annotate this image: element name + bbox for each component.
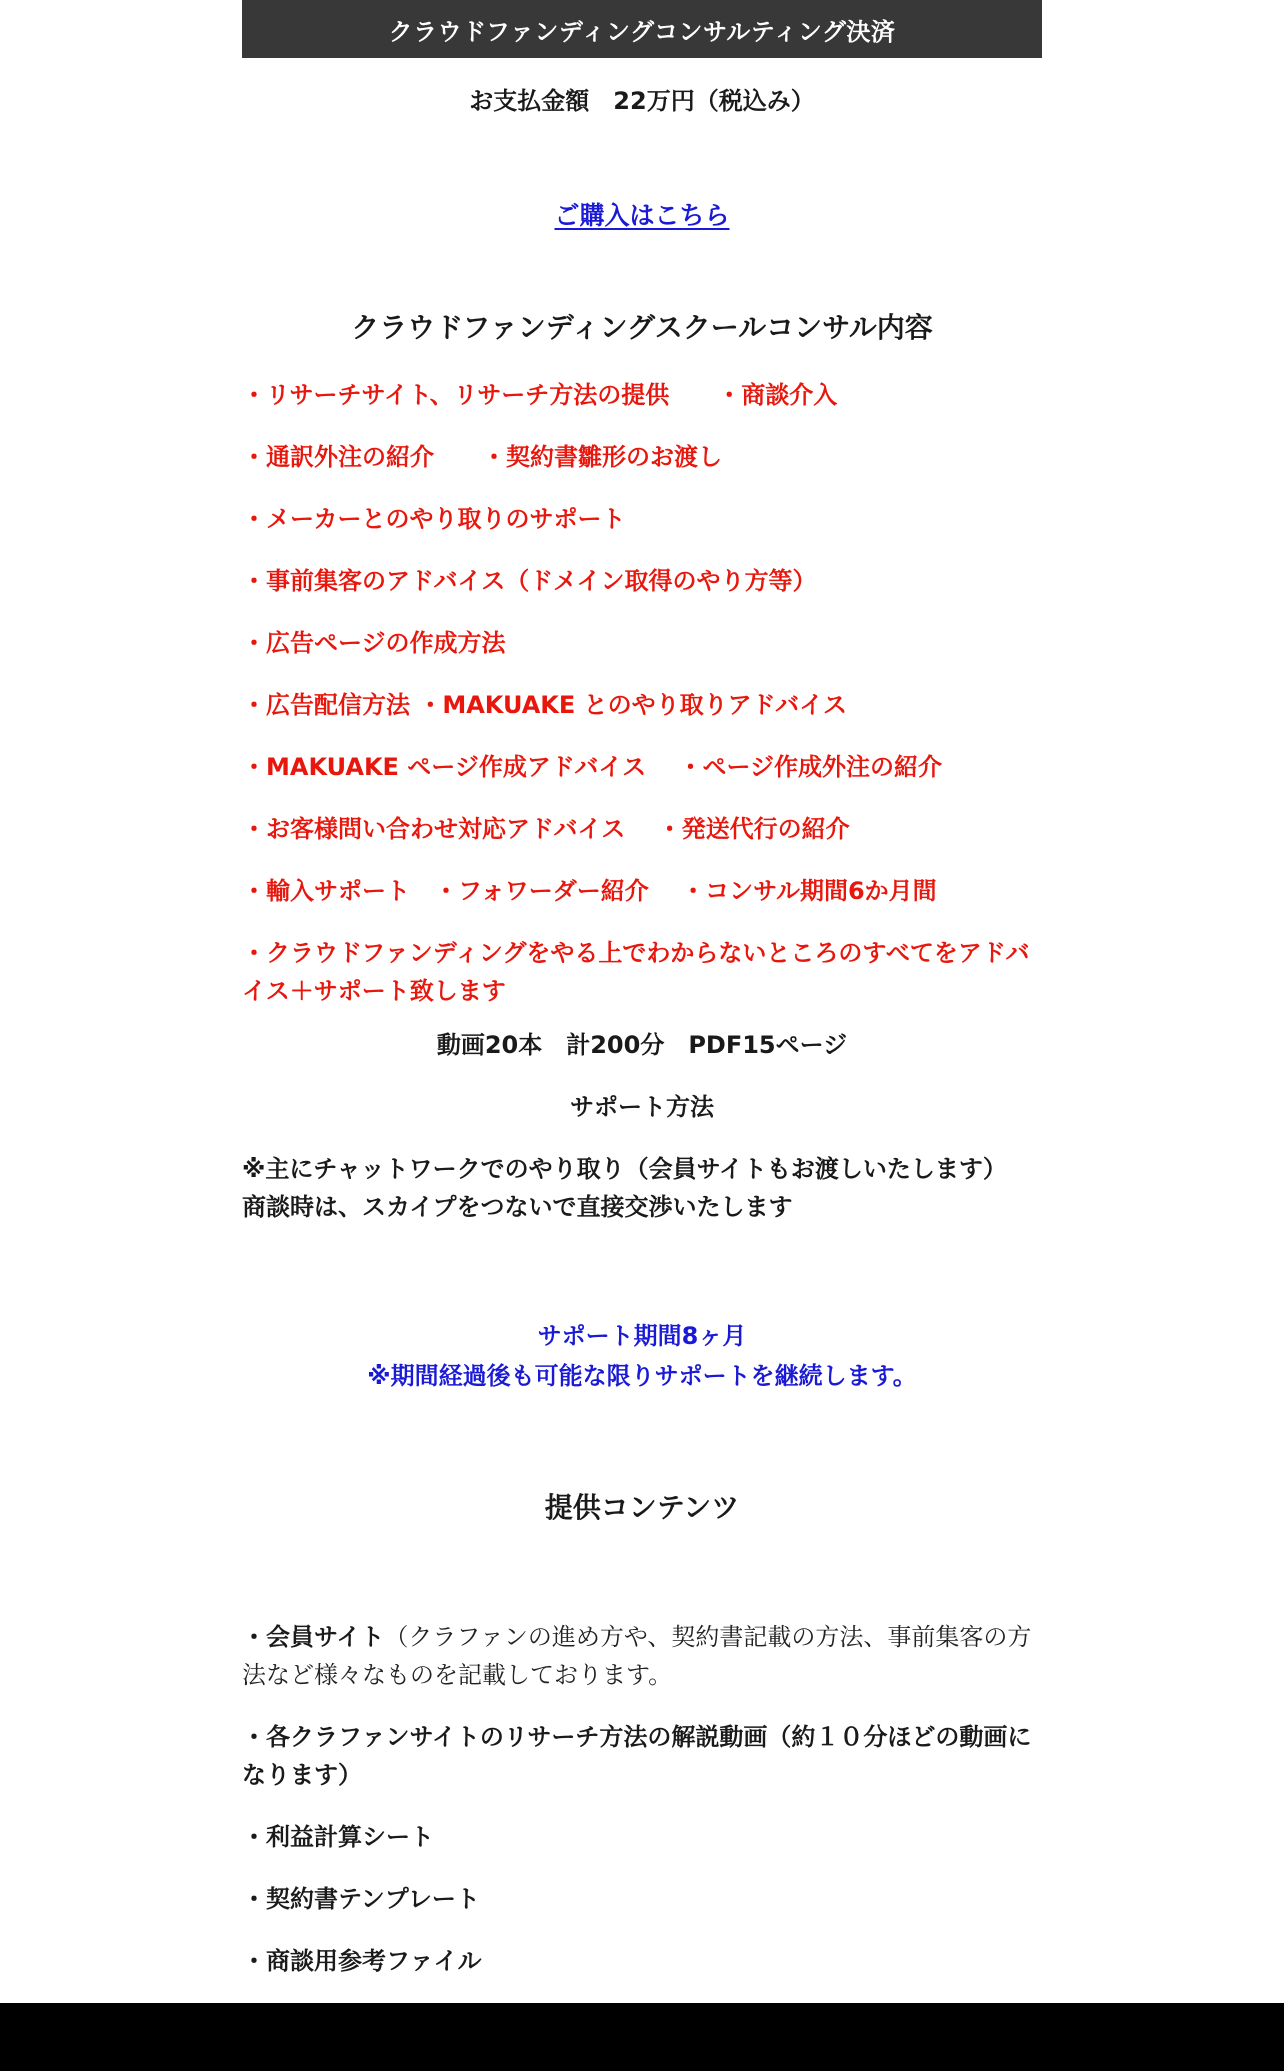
consult-item-interpreter: ・通訳外注の紹介 ・契約書雛形のお渡し xyxy=(242,443,722,471)
support-note xyxy=(242,1150,1042,1226)
contents-item-member-site xyxy=(242,1618,1042,1694)
consult-list xyxy=(242,376,1042,1010)
consult-item-pre-marketing: ・事前集客のアドバイス（ドメイン取得のやり方等） xyxy=(242,567,817,595)
contents-heading: 提供コンテンツ xyxy=(544,1491,740,1524)
purchase-link[interactable]: ご購入はこちら xyxy=(554,201,730,230)
bottom-bar xyxy=(0,2003,1284,2071)
page-content xyxy=(242,0,1042,2004)
consult-item-maker-support: ・メーカーとのやり取りのサポート xyxy=(242,505,626,533)
member-site-label: ・会員サイト xyxy=(242,1623,385,1651)
support-period-line-2: ※期間経過後も可能な限りサポートを継続します。 xyxy=(367,1362,917,1390)
consult-item-customer-support: ・お客様問い合わせ対応アドバイス ・発送代行の紹介 xyxy=(242,815,850,843)
support-note-line-2: 商談時は、スカイプをつないで直接交渉いたします xyxy=(242,1193,793,1221)
consult-item-research: ・リサーチサイト、リサーチ方法の提供 ・商談介入 xyxy=(242,381,838,409)
contents-item-negotiation-file: ・商談用参考ファイル xyxy=(242,1947,482,1975)
consult-heading: クラウドファンディングスクールコンサル内容 xyxy=(351,311,933,344)
member-site-description: （クラファンの進め方や、契約書記載の方法、事前集客の方法など様々なものを記載しております。 xyxy=(242,1623,1032,1689)
support-heading: サポート方法 xyxy=(570,1093,714,1121)
consult-item-ad-page: ・広告ページの作成方法 xyxy=(242,629,506,657)
materials-text: 動画20本 計200分 PDF15ページ xyxy=(436,1031,848,1059)
support-period-line-1: サポート期間8ヶ月 xyxy=(537,1322,747,1350)
page-title: クラウドファンディングコンサルティング決済 xyxy=(388,17,896,46)
contents-item-profit-sheet: ・利益計算シート xyxy=(242,1823,434,1851)
support-period xyxy=(242,1316,1042,1396)
contents-list xyxy=(242,1618,1042,1980)
contents-item-research-videos: ・各クラファンサイトのリサーチ方法の解説動画（約１０分ほどの動画になります） xyxy=(242,1723,1032,1789)
consult-item-import-support: ・輸入サポート ・フォワーダー紹介 ・コンサル期間6か月間 xyxy=(242,877,937,905)
page-title-bar xyxy=(242,0,1042,58)
consult-item-makuake-page: ・MAKUAKE ページ作成アドバイス ・ページ作成外注の紹介 xyxy=(242,753,942,781)
consult-item-full-support: ・クラウドファンディングをやる上でわからないところのすべてをアドバイス＋サポート致します xyxy=(242,939,1030,1005)
support-note-line-1: ※主にチャットワークでのやり取り（会員サイトもお渡しいたします） xyxy=(242,1155,1007,1183)
consult-item-ad-delivery: ・広告配信方法 ・MAKUAKE とのやり取りアドバイス xyxy=(242,691,847,719)
contents-item-contract-template: ・契約書テンプレート xyxy=(242,1885,480,1913)
price-text: お支払金額 22万円（税込み） xyxy=(469,87,815,115)
